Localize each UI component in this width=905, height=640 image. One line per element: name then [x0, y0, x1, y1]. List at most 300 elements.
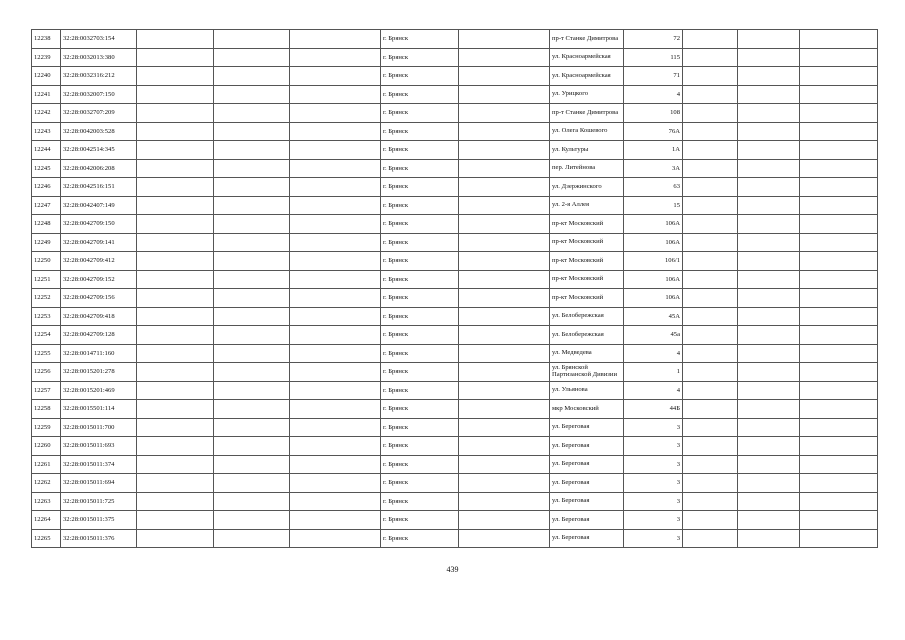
- empty-cell: [137, 141, 214, 160]
- empty-cell: [738, 289, 800, 308]
- empty-cell: [738, 511, 800, 530]
- house-number-cell: 45А: [624, 307, 683, 326]
- empty-cell: [137, 381, 214, 400]
- house-number-cell: 76А: [624, 122, 683, 141]
- empty-cell: [214, 363, 290, 382]
- row-number-cell: 12248: [32, 215, 61, 234]
- empty-cell: [290, 141, 381, 160]
- house-number-cell: 44Б: [624, 400, 683, 419]
- street-cell: ул. Береговая: [550, 455, 624, 474]
- empty-cell: [290, 344, 381, 363]
- empty-cell: [683, 196, 738, 215]
- empty-cell: [800, 233, 878, 252]
- empty-cell: [214, 529, 290, 548]
- empty-cell: [214, 418, 290, 437]
- empty-cell: [800, 307, 878, 326]
- empty-cell: [290, 474, 381, 493]
- cadastral-number-cell: 32:28:0042709:412: [61, 252, 137, 271]
- house-number-cell: 3: [624, 529, 683, 548]
- city-cell: г. Брянск: [381, 159, 459, 178]
- table-row: [32, 252, 878, 271]
- table-row: [32, 196, 878, 215]
- cadastral-number-cell: 32:28:0042709:150: [61, 215, 137, 234]
- empty-cell: [137, 30, 214, 49]
- table-row: [32, 400, 878, 419]
- cadastral-number-cell: 32:28:0015011:376: [61, 529, 137, 548]
- empty-cell: [214, 233, 290, 252]
- row-number-cell: 12255: [32, 344, 61, 363]
- house-number-cell: 3: [624, 455, 683, 474]
- table-row: [32, 85, 878, 104]
- row-number-cell: 12260: [32, 437, 61, 456]
- cadastral-number-cell: 32:28:0042709:156: [61, 289, 137, 308]
- cadastral-number-cell: 32:28:0032707:209: [61, 104, 137, 123]
- empty-cell: [683, 67, 738, 86]
- empty-cell: [738, 233, 800, 252]
- empty-cell: [137, 344, 214, 363]
- empty-cell: [137, 418, 214, 437]
- row-number-cell: 12259: [32, 418, 61, 437]
- city-cell: г. Брянск: [381, 196, 459, 215]
- empty-cell: [214, 85, 290, 104]
- street-cell: ул. Береговая: [550, 511, 624, 530]
- street-cell: ул. Береговая: [550, 418, 624, 437]
- empty-cell: [738, 252, 800, 271]
- empty-cell: [738, 104, 800, 123]
- house-number-cell: 3А: [624, 159, 683, 178]
- empty-cell: [800, 67, 878, 86]
- house-number-cell: 4: [624, 85, 683, 104]
- table-row: [32, 67, 878, 86]
- empty-cell: [290, 326, 381, 345]
- empty-cell: [290, 178, 381, 197]
- city-cell: г. Брянск: [381, 400, 459, 419]
- row-number-cell: 12240: [32, 67, 61, 86]
- empty-cell: [214, 252, 290, 271]
- empty-cell: [459, 48, 550, 67]
- empty-cell: [290, 437, 381, 456]
- empty-cell: [800, 437, 878, 456]
- empty-cell: [214, 159, 290, 178]
- cadastral-number-cell: 32:28:0032703:154: [61, 30, 137, 49]
- page-number: 439: [446, 565, 459, 574]
- empty-cell: [683, 381, 738, 400]
- city-cell: г. Брянск: [381, 289, 459, 308]
- cadastral-number-cell: 32:28:0042407:149: [61, 196, 137, 215]
- empty-cell: [683, 474, 738, 493]
- empty-cell: [137, 196, 214, 215]
- street-cell: ул. Береговая: [550, 474, 624, 493]
- empty-cell: [683, 418, 738, 437]
- empty-cell: [459, 196, 550, 215]
- empty-cell: [290, 104, 381, 123]
- empty-cell: [738, 492, 800, 511]
- street-cell: ул. Белобережская: [550, 307, 624, 326]
- empty-cell: [683, 141, 738, 160]
- street-cell: пр-т Станке Димитрова: [550, 30, 624, 49]
- empty-cell: [738, 455, 800, 474]
- city-cell: г. Брянск: [381, 85, 459, 104]
- house-number-cell: 15: [624, 196, 683, 215]
- empty-cell: [290, 67, 381, 86]
- empty-cell: [459, 67, 550, 86]
- empty-cell: [214, 326, 290, 345]
- row-number-cell: 12239: [32, 48, 61, 67]
- row-number-cell: 12241: [32, 85, 61, 104]
- empty-cell: [800, 529, 878, 548]
- city-cell: г. Брянск: [381, 141, 459, 160]
- cadastral-number-cell: 32:28:0015201:469: [61, 381, 137, 400]
- empty-cell: [459, 418, 550, 437]
- empty-cell: [137, 270, 214, 289]
- street-cell: ул. Ульянова: [550, 381, 624, 400]
- empty-cell: [738, 30, 800, 49]
- empty-cell: [137, 363, 214, 382]
- cadastral-number-cell: 32:28:0042516:151: [61, 178, 137, 197]
- city-cell: г. Брянск: [381, 511, 459, 530]
- city-cell: г. Брянск: [381, 307, 459, 326]
- cadastral-number-cell: 32:28:0042709:128: [61, 326, 137, 345]
- empty-cell: [800, 474, 878, 493]
- house-number-cell: 115: [624, 48, 683, 67]
- empty-cell: [214, 178, 290, 197]
- empty-cell: [800, 48, 878, 67]
- empty-cell: [459, 30, 550, 49]
- empty-cell: [290, 363, 381, 382]
- house-number-cell: 1: [624, 363, 683, 382]
- row-number-cell: 12245: [32, 159, 61, 178]
- table-row: [32, 474, 878, 493]
- house-number-cell: 108: [624, 104, 683, 123]
- empty-cell: [738, 307, 800, 326]
- empty-cell: [290, 455, 381, 474]
- cadastral-number-cell: 32:28:0015011:693: [61, 437, 137, 456]
- empty-cell: [290, 400, 381, 419]
- empty-cell: [137, 400, 214, 419]
- empty-cell: [137, 67, 214, 86]
- empty-cell: [214, 492, 290, 511]
- empty-cell: [214, 307, 290, 326]
- cadastral-number-cell: 32:28:0015011:374: [61, 455, 137, 474]
- empty-cell: [290, 307, 381, 326]
- empty-cell: [738, 178, 800, 197]
- house-number-cell: 106А: [624, 215, 683, 234]
- table-row: [32, 178, 878, 197]
- table-row: [32, 511, 878, 530]
- empty-cell: [800, 344, 878, 363]
- empty-cell: [459, 363, 550, 382]
- empty-cell: [738, 67, 800, 86]
- street-cell: ул. 2-я Аллея: [550, 196, 624, 215]
- empty-cell: [800, 141, 878, 160]
- street-cell: пр-т Станке Димитрова: [550, 104, 624, 123]
- table-row: [32, 381, 878, 400]
- empty-cell: [214, 104, 290, 123]
- registry-table: [31, 29, 878, 548]
- city-cell: г. Брянск: [381, 252, 459, 271]
- empty-cell: [137, 437, 214, 456]
- empty-cell: [459, 400, 550, 419]
- empty-cell: [214, 400, 290, 419]
- empty-cell: [214, 474, 290, 493]
- empty-cell: [290, 196, 381, 215]
- empty-cell: [137, 511, 214, 530]
- empty-cell: [738, 363, 800, 382]
- street-cell: пр-кт Московский: [550, 215, 624, 234]
- empty-cell: [214, 67, 290, 86]
- empty-cell: [459, 233, 550, 252]
- table-row: [32, 215, 878, 234]
- row-number-cell: 12250: [32, 252, 61, 271]
- empty-cell: [459, 455, 550, 474]
- city-cell: г. Брянск: [381, 381, 459, 400]
- empty-cell: [214, 344, 290, 363]
- empty-cell: [800, 215, 878, 234]
- empty-cell: [738, 437, 800, 456]
- house-number-cell: 106А: [624, 270, 683, 289]
- empty-cell: [738, 418, 800, 437]
- city-cell: г. Брянск: [381, 474, 459, 493]
- table-row: [32, 233, 878, 252]
- city-cell: г. Брянск: [381, 48, 459, 67]
- empty-cell: [137, 85, 214, 104]
- empty-cell: [738, 122, 800, 141]
- house-number-cell: 106/1: [624, 252, 683, 271]
- table-row: [32, 104, 878, 123]
- street-cell: ул. Культуры: [550, 141, 624, 160]
- empty-cell: [459, 529, 550, 548]
- cadastral-number-cell: 32:28:0014711:160: [61, 344, 137, 363]
- house-number-cell: 71: [624, 67, 683, 86]
- empty-cell: [459, 85, 550, 104]
- table-row: [32, 455, 878, 474]
- row-number-cell: 12251: [32, 270, 61, 289]
- empty-cell: [290, 233, 381, 252]
- house-number-cell: 106А: [624, 233, 683, 252]
- empty-cell: [738, 215, 800, 234]
- city-cell: г. Брянск: [381, 270, 459, 289]
- empty-cell: [800, 511, 878, 530]
- empty-cell: [459, 159, 550, 178]
- empty-cell: [459, 289, 550, 308]
- empty-cell: [459, 252, 550, 271]
- empty-cell: [683, 289, 738, 308]
- street-cell: ул. Урицкого: [550, 85, 624, 104]
- city-cell: г. Брянск: [381, 67, 459, 86]
- row-number-cell: 12246: [32, 178, 61, 197]
- table-body: [32, 30, 878, 548]
- empty-cell: [800, 289, 878, 308]
- empty-cell: [214, 511, 290, 530]
- street-cell: ул. Красноармейская: [550, 67, 624, 86]
- empty-cell: [290, 270, 381, 289]
- empty-cell: [137, 455, 214, 474]
- table-row: [32, 122, 878, 141]
- empty-cell: [800, 159, 878, 178]
- empty-cell: [738, 48, 800, 67]
- empty-cell: [800, 122, 878, 141]
- empty-cell: [137, 233, 214, 252]
- empty-cell: [800, 104, 878, 123]
- empty-cell: [738, 344, 800, 363]
- empty-cell: [290, 122, 381, 141]
- empty-cell: [738, 529, 800, 548]
- street-cell: пр-кт Московский: [550, 252, 624, 271]
- empty-cell: [800, 326, 878, 345]
- row-number-cell: 12265: [32, 529, 61, 548]
- table-row: [32, 363, 878, 382]
- empty-cell: [800, 363, 878, 382]
- empty-cell: [683, 233, 738, 252]
- empty-cell: [137, 289, 214, 308]
- empty-cell: [683, 400, 738, 419]
- empty-cell: [214, 270, 290, 289]
- empty-cell: [683, 437, 738, 456]
- table-row: [32, 141, 878, 160]
- empty-cell: [290, 252, 381, 271]
- empty-cell: [137, 215, 214, 234]
- empty-cell: [683, 363, 738, 382]
- empty-cell: [459, 122, 550, 141]
- house-number-cell: 1А: [624, 141, 683, 160]
- empty-cell: [137, 326, 214, 345]
- city-cell: г. Брянск: [381, 455, 459, 474]
- empty-cell: [459, 511, 550, 530]
- table-row: [32, 270, 878, 289]
- empty-cell: [290, 381, 381, 400]
- table-row: [32, 159, 878, 178]
- row-number-cell: 12263: [32, 492, 61, 511]
- cadastral-number-cell: 32:28:0032013:380: [61, 48, 137, 67]
- city-cell: г. Брянск: [381, 178, 459, 197]
- house-number-cell: 3: [624, 492, 683, 511]
- empty-cell: [683, 215, 738, 234]
- empty-cell: [800, 30, 878, 49]
- empty-cell: [290, 511, 381, 530]
- city-cell: г. Брянск: [381, 344, 459, 363]
- city-cell: г. Брянск: [381, 30, 459, 49]
- row-number-cell: 12261: [32, 455, 61, 474]
- street-cell: пр-кт Московский: [550, 270, 624, 289]
- empty-cell: [683, 326, 738, 345]
- empty-cell: [290, 30, 381, 49]
- street-cell: ул. Дзержинского: [550, 178, 624, 197]
- table-row: [32, 30, 878, 49]
- empty-cell: [800, 270, 878, 289]
- city-cell: г. Брянск: [381, 437, 459, 456]
- empty-cell: [738, 270, 800, 289]
- empty-cell: [683, 85, 738, 104]
- row-number-cell: 12244: [32, 141, 61, 160]
- cadastral-number-cell: 32:28:0015011:694: [61, 474, 137, 493]
- street-cell: пр-кт Московский: [550, 233, 624, 252]
- empty-cell: [800, 196, 878, 215]
- empty-cell: [683, 455, 738, 474]
- street-cell: ул. Белобережская: [550, 326, 624, 345]
- row-number-cell: 12258: [32, 400, 61, 419]
- empty-cell: [800, 400, 878, 419]
- city-cell: г. Брянск: [381, 529, 459, 548]
- empty-cell: [459, 344, 550, 363]
- empty-cell: [683, 30, 738, 49]
- empty-cell: [290, 529, 381, 548]
- cadastral-number-cell: 32:28:0042006:208: [61, 159, 137, 178]
- cadastral-number-cell: 32:28:0042003:528: [61, 122, 137, 141]
- empty-cell: [459, 141, 550, 160]
- cadastral-number-cell: 32:28:0042514:345: [61, 141, 137, 160]
- table-row: [32, 307, 878, 326]
- empty-cell: [683, 511, 738, 530]
- empty-cell: [214, 289, 290, 308]
- row-number-cell: 12243: [32, 122, 61, 141]
- empty-cell: [459, 104, 550, 123]
- empty-cell: [738, 159, 800, 178]
- empty-cell: [137, 159, 214, 178]
- empty-cell: [459, 326, 550, 345]
- empty-cell: [738, 85, 800, 104]
- street-cell: ул. Брянской Партизанской Дивизии: [550, 363, 624, 382]
- row-number-cell: 12256: [32, 363, 61, 382]
- street-cell: пр-кт Московский: [550, 289, 624, 308]
- house-number-cell: 3: [624, 418, 683, 437]
- empty-cell: [800, 381, 878, 400]
- city-cell: г. Брянск: [381, 215, 459, 234]
- empty-cell: [459, 437, 550, 456]
- empty-cell: [137, 307, 214, 326]
- empty-cell: [738, 141, 800, 160]
- empty-cell: [214, 141, 290, 160]
- empty-cell: [214, 122, 290, 141]
- row-number-cell: 12252: [32, 289, 61, 308]
- street-cell: мкр Московский: [550, 400, 624, 419]
- table-row: [32, 529, 878, 548]
- empty-cell: [214, 48, 290, 67]
- house-number-cell: 3: [624, 437, 683, 456]
- empty-cell: [459, 381, 550, 400]
- house-number-cell: 63: [624, 178, 683, 197]
- empty-cell: [459, 492, 550, 511]
- city-cell: г. Брянск: [381, 363, 459, 382]
- cadastral-number-cell: 32:28:0015011:725: [61, 492, 137, 511]
- empty-cell: [683, 270, 738, 289]
- cadastral-number-cell: 32:28:0032316:212: [61, 67, 137, 86]
- city-cell: г. Брянск: [381, 122, 459, 141]
- empty-cell: [683, 529, 738, 548]
- empty-cell: [137, 492, 214, 511]
- empty-cell: [290, 418, 381, 437]
- empty-cell: [459, 270, 550, 289]
- cadastral-number-cell: 32:28:0032007:150: [61, 85, 137, 104]
- empty-cell: [459, 215, 550, 234]
- street-cell: пер. Литейнова: [550, 159, 624, 178]
- empty-cell: [683, 104, 738, 123]
- empty-cell: [800, 455, 878, 474]
- cadastral-number-cell: 32:28:0015201:278: [61, 363, 137, 382]
- row-number-cell: 12262: [32, 474, 61, 493]
- street-cell: ул. Береговая: [550, 492, 624, 511]
- row-number-cell: 12247: [32, 196, 61, 215]
- cadastral-number-cell: 32:28:0042709:152: [61, 270, 137, 289]
- empty-cell: [214, 455, 290, 474]
- row-number-cell: 12264: [32, 511, 61, 530]
- house-number-cell: 4: [624, 381, 683, 400]
- empty-cell: [459, 307, 550, 326]
- city-cell: г. Брянск: [381, 326, 459, 345]
- city-cell: г. Брянск: [381, 104, 459, 123]
- empty-cell: [800, 492, 878, 511]
- city-cell: г. Брянск: [381, 492, 459, 511]
- empty-cell: [137, 252, 214, 271]
